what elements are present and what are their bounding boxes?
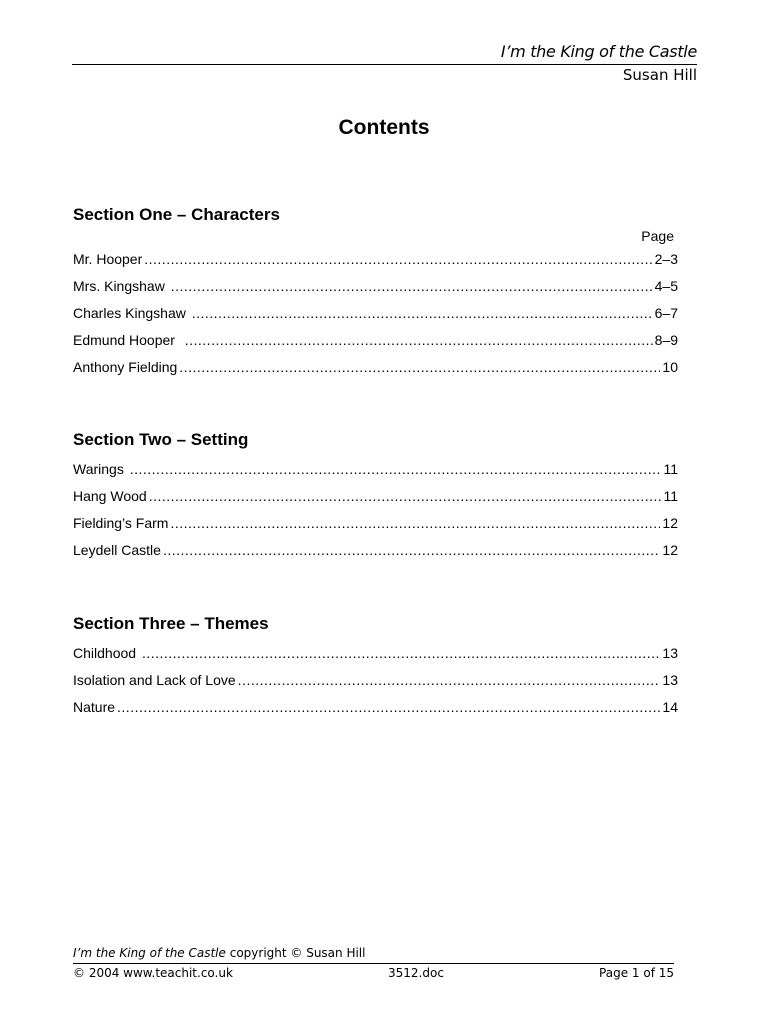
toc-entry-label: Leydell Castle — [73, 542, 161, 558]
toc-entry[interactable] — [73, 250, 678, 277]
toc-entry-page: 2–3 — [654, 251, 678, 267]
toc-entry-label: Warings — [73, 461, 128, 477]
toc-entry-page: 4–5 — [654, 278, 678, 294]
toc-entry-page: 6–7 — [654, 305, 678, 321]
toc-leader-dots — [238, 671, 661, 689]
toc-entry-label: Mr. Hooper — [73, 251, 143, 267]
section-themes — [73, 614, 678, 725]
page-footer — [73, 946, 674, 980]
toc-leader-dots — [117, 698, 660, 716]
toc-entry-label: Fielding’s Farm — [73, 515, 169, 531]
toc-entry[interactable] — [73, 698, 678, 725]
footer-page-number: Page 1 of 15 — [599, 966, 674, 980]
toc-entry-page: 10 — [662, 359, 678, 375]
contents-title: Contents — [338, 116, 430, 139]
toc-entry[interactable] — [73, 358, 678, 385]
toc-entry-label: Mrs. Kingshaw — [73, 278, 169, 294]
toc-entry-label: Hang Wood — [73, 488, 147, 504]
toc-entry-label: Isolation and Lack of Love — [73, 672, 236, 688]
toc-list — [73, 460, 678, 568]
toc-leader-dots — [192, 304, 653, 322]
toc-leader-dots — [185, 331, 653, 349]
footer-rule — [73, 963, 674, 964]
section-heading: Section Two – Setting — [73, 430, 249, 449]
footer-copyright-line — [73, 946, 674, 960]
toc-entry-page: 13 — [662, 645, 678, 661]
footer-site: © 2004 www.teachit.co.uk — [73, 966, 233, 980]
toc-leader-dots — [149, 487, 662, 505]
toc-entry-label: Edmund Hooper — [73, 332, 183, 348]
toc-entry[interactable] — [73, 304, 678, 331]
section-characters — [73, 205, 678, 385]
toc-entry-page: 11 — [663, 488, 678, 504]
toc-leader-dots — [179, 358, 660, 376]
footer-copyright: copyright © Susan Hill — [225, 946, 366, 960]
toc-entry[interactable] — [73, 277, 678, 304]
header-author: Susan Hill — [622, 66, 697, 84]
footer-info-line — [73, 966, 674, 980]
section-setting — [73, 430, 678, 568]
toc-entry-label: Childhood — [73, 645, 140, 661]
toc-entry[interactable] — [73, 331, 678, 358]
toc-entry-page: 11 — [663, 461, 678, 477]
toc-list — [73, 250, 678, 385]
toc-leader-dots — [171, 277, 653, 295]
toc-entry-page: 8–9 — [654, 332, 678, 348]
toc-entry[interactable] — [73, 644, 678, 671]
section-heading: Section One – Characters — [73, 205, 280, 224]
toc-entry-label: Nature — [73, 699, 116, 715]
section-heading: Section Three – Themes — [73, 614, 269, 633]
toc-entry-label: Charles Kingshaw — [73, 305, 190, 321]
toc-entry[interactable] — [73, 460, 678, 487]
toc-entry[interactable] — [73, 487, 678, 514]
toc-entry[interactable] — [73, 541, 678, 568]
toc-entry-page: 13 — [662, 672, 678, 688]
toc-entry-page: 12 — [662, 515, 678, 531]
toc-entry-page: 14 — [662, 699, 678, 715]
header-rule — [72, 64, 697, 65]
footer-book-title: I’m the King of the Castle — [73, 946, 226, 960]
toc-leader-dots — [170, 514, 660, 532]
toc-entry-page: 12 — [662, 542, 678, 558]
toc-leader-dots — [163, 541, 660, 559]
page-header — [72, 42, 697, 84]
toc-entry[interactable] — [73, 671, 678, 698]
toc-list — [73, 644, 678, 725]
page-column-label: Page — [641, 228, 674, 244]
toc-leader-dots — [142, 644, 660, 662]
toc-entry-label: Anthony Fielding — [73, 359, 178, 375]
toc-leader-dots — [130, 460, 662, 478]
toc-entry[interactable] — [73, 514, 678, 541]
toc-leader-dots — [144, 250, 652, 268]
header-title: I’m the King of the Castle — [500, 42, 697, 61]
footer-doc-name: 3512.doc — [388, 966, 444, 980]
